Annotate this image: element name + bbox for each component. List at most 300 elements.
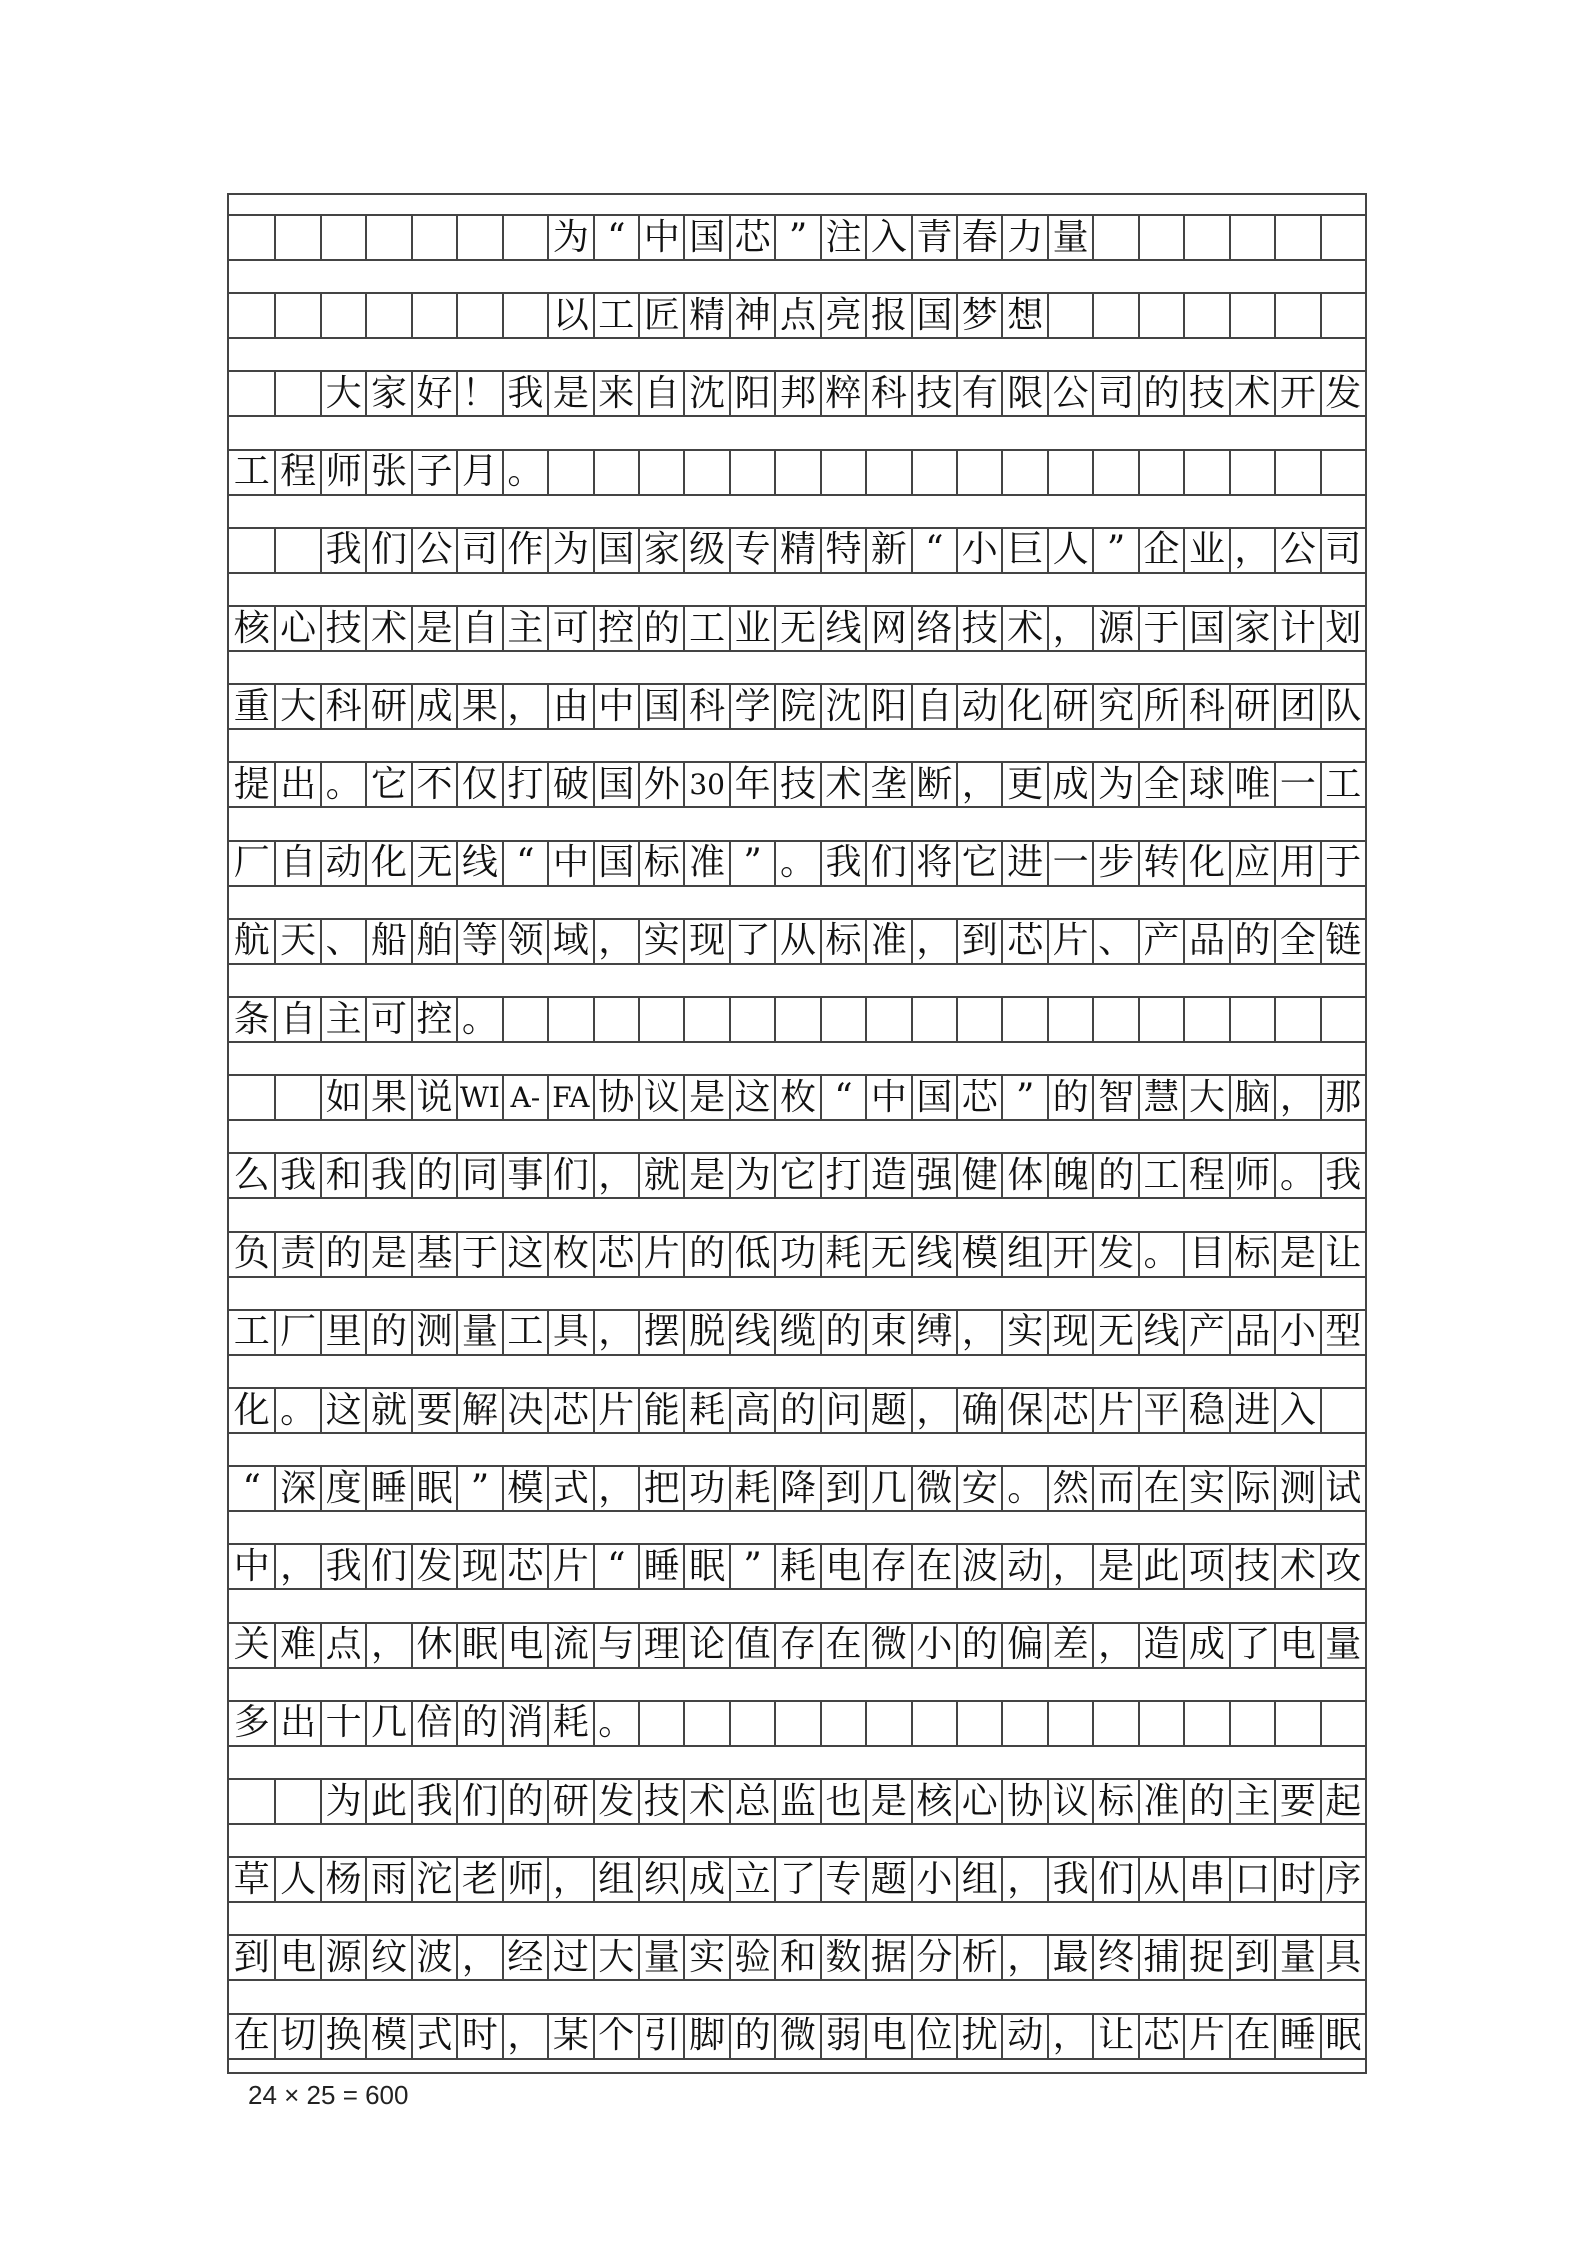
grid-cell: 是 <box>411 607 457 650</box>
grid-cell: 与 <box>593 1624 639 1667</box>
grid-cell: ” <box>729 842 775 885</box>
grid-cell: 到 <box>956 920 1002 963</box>
grid-cell: 发 <box>1320 372 1366 415</box>
grid-cell: 在 <box>233 2015 270 2057</box>
grid-cell: 们 <box>865 842 911 885</box>
grid-cell: 智 <box>1092 1076 1138 1119</box>
grid-cell: 睡 <box>638 1545 684 1588</box>
grid-cell: 注 <box>820 216 866 259</box>
grid-cell: 特 <box>820 529 866 572</box>
grid-cell: ， <box>365 1624 411 1667</box>
grid-cell: 时 <box>1274 1858 1320 1901</box>
grid-cell: 流 <box>547 1624 593 1667</box>
grid-cell: 过 <box>547 1936 593 1979</box>
grid-cell: 织 <box>638 1858 684 1901</box>
grid-cell: 眠 <box>456 1624 502 1667</box>
grid-cell: 为 <box>547 529 593 572</box>
grid-cell: 是 <box>1274 1233 1320 1276</box>
grid-cell <box>1320 216 1366 259</box>
grid-cell: 杨 <box>320 1858 366 1901</box>
grid-cell: 入 <box>865 216 911 259</box>
grid-cell: 。 <box>320 763 366 806</box>
grid-cell: 微 <box>774 2015 820 2058</box>
grid-cell <box>1274 1702 1320 1745</box>
grid-cell: 如 <box>320 1076 366 1119</box>
grid-cell: 船 <box>365 920 411 963</box>
grid-cell <box>593 998 639 1041</box>
grid-cell <box>229 1780 275 1823</box>
grid-cell: 消 <box>502 1702 548 1745</box>
grid-cell <box>1320 1702 1366 1745</box>
grid-cell: 缚 <box>911 1311 957 1354</box>
grid-cell: 技 <box>774 763 820 806</box>
grid-cell: 让 <box>1320 1233 1366 1276</box>
grid-cell <box>774 998 820 1041</box>
grid-cell: 睡 <box>365 1467 411 1510</box>
grid-cell: 舶 <box>411 920 457 963</box>
grid-cell: 微 <box>911 1467 957 1510</box>
grid-cell: 是 <box>865 1780 911 1823</box>
grid-row <box>229 214 1365 261</box>
grid-cell: FA <box>547 1076 593 1119</box>
grid-cell <box>502 216 548 259</box>
grid-cell: 工 <box>593 294 639 337</box>
grid-row <box>229 683 1365 730</box>
grid-cell: 心 <box>956 1780 1002 1823</box>
grid-cell: 标 <box>1229 1233 1275 1276</box>
grid-cell <box>411 294 457 337</box>
grid-cell: ， <box>1047 1545 1093 1588</box>
grid-cell: 于 <box>1320 842 1366 885</box>
grid-cell: 标 <box>638 842 684 885</box>
grid-cell: 家 <box>365 372 411 415</box>
grid-cell: 领 <box>502 920 548 963</box>
grid-cell: 式 <box>411 2015 457 2058</box>
grid-cell: 片 <box>1047 920 1093 963</box>
grid-cell: 大 <box>320 372 366 415</box>
grid-cell: 科 <box>320 685 366 728</box>
grid-cell: 工 <box>502 1311 548 1354</box>
grid-row <box>229 918 1365 965</box>
grid-cell: 出 <box>274 763 320 806</box>
grid-cell <box>274 529 320 572</box>
grid-cell: 外 <box>638 763 684 806</box>
grid-cell <box>1183 1702 1229 1745</box>
grid-cell: 差 <box>1047 1624 1093 1667</box>
grid-cell <box>683 451 729 494</box>
grid-cell: 几 <box>365 1702 411 1745</box>
grid-cell: ， <box>956 1311 1002 1354</box>
grid-cell: 片 <box>593 1389 639 1432</box>
grid-cell: 现 <box>1047 1311 1093 1354</box>
grid-cell: 等 <box>456 920 502 963</box>
grid-cell: 体 <box>1001 1154 1047 1197</box>
grid-cell: 无 <box>1092 1311 1138 1354</box>
grid-cell: 引 <box>638 2015 684 2058</box>
grid-cell: 年 <box>729 763 775 806</box>
grid-cell: 的 <box>456 1702 502 1745</box>
grid-cell: 化 <box>233 1389 270 1431</box>
grid-cell: 缆 <box>774 1311 820 1354</box>
grid-cell: 精 <box>683 294 729 337</box>
grid-cell: 小 <box>956 529 1002 572</box>
grid-cell: 老 <box>456 1858 502 1901</box>
grid-cell: 从 <box>1138 1858 1184 1901</box>
grid-cell: 限 <box>1001 372 1047 415</box>
grid-cell <box>456 294 502 337</box>
grid-cell: 工 <box>1138 1154 1184 1197</box>
grid-cell: 大 <box>1183 1076 1229 1119</box>
grid-cell <box>865 998 911 1041</box>
grid-cell: 月 <box>456 451 502 494</box>
grid-cell: 了 <box>774 1858 820 1901</box>
grid-cell <box>1138 1702 1184 1745</box>
grid-cell: 30 <box>683 763 729 806</box>
grid-cell: ， <box>593 1467 639 1510</box>
grid-cell <box>1183 451 1229 494</box>
grid-cell: 主 <box>320 998 366 1041</box>
grid-cell <box>1183 998 1229 1041</box>
grid-cell: 提 <box>233 763 270 805</box>
grid-cell: 师 <box>1229 1154 1275 1197</box>
grid-cell: 心 <box>274 607 320 650</box>
grid-cell: 的 <box>1092 1154 1138 1197</box>
grid-cell <box>911 998 957 1041</box>
grid-cell: 电 <box>502 1624 548 1667</box>
grid-row <box>229 761 1365 808</box>
grid-cell <box>1001 998 1047 1041</box>
grid-cell: 不 <box>411 763 457 806</box>
grid-cell: 模 <box>502 1467 548 1510</box>
grid-cell: 休 <box>411 1624 457 1667</box>
grid-cell <box>683 1702 729 1745</box>
grid-cell: 现 <box>456 1545 502 1588</box>
grid-cell: 量 <box>1320 1624 1366 1667</box>
grid-row <box>229 1543 1365 1590</box>
grid-cell: ， <box>593 1311 639 1354</box>
grid-cell: 摆 <box>638 1311 684 1354</box>
grid-cell <box>274 372 320 415</box>
grid-cell <box>638 451 684 494</box>
grid-cell: 技 <box>911 372 957 415</box>
grid-cell: 春 <box>956 216 1002 259</box>
grid-cell <box>1047 998 1093 1041</box>
grid-cell: 的 <box>365 1311 411 1354</box>
grid-cell: 我 <box>320 1545 366 1588</box>
grid-cell: 它 <box>774 1154 820 1197</box>
grid-cell: 眠 <box>683 1545 729 1588</box>
grid-cell: 沈 <box>683 372 729 415</box>
grid-cell: 线 <box>911 1233 957 1276</box>
grid-cell: 终 <box>1092 1936 1138 1979</box>
grid-cell: 链 <box>1320 920 1366 963</box>
grid-cell <box>1229 294 1275 337</box>
grid-cell: 来 <box>593 372 639 415</box>
grid-cell: 此 <box>1138 1545 1184 1588</box>
grid-cell: 家 <box>638 529 684 572</box>
grid-cell: 术 <box>1274 1545 1320 1588</box>
grid-cell <box>1274 451 1320 494</box>
grid-cell: 扰 <box>956 2015 1002 2058</box>
grid-cell: 耗 <box>729 1467 775 1510</box>
grid-cell: 作 <box>502 529 548 572</box>
grid-cell: ， <box>1047 607 1093 650</box>
grid-cell: 脱 <box>683 1311 729 1354</box>
grid-cell: 研 <box>1229 685 1275 728</box>
grid-cell: 线 <box>729 1311 775 1354</box>
grid-cell: ， <box>1229 529 1275 572</box>
grid-row <box>229 449 1365 496</box>
grid-cell <box>865 1702 911 1745</box>
grid-cell: 全 <box>1274 920 1320 963</box>
grid-cell: ， <box>1047 2015 1093 2058</box>
grid-cell: 源 <box>1092 607 1138 650</box>
grid-cell: 国 <box>911 1076 957 1119</box>
grid-cell: 据 <box>865 1936 911 1979</box>
grid-cell: 果 <box>365 1076 411 1119</box>
grid-cell: 从 <box>774 920 820 963</box>
grid-cell: 成 <box>1183 1624 1229 1667</box>
grid-cell: 张 <box>365 451 411 494</box>
grid-cell: 由 <box>547 685 593 728</box>
grid-cell: 实 <box>1001 1311 1047 1354</box>
grid-cell: 我 <box>1320 1154 1366 1197</box>
grid-cell: 在 <box>820 1624 866 1667</box>
grid-row <box>229 996 1365 1043</box>
grid-cell: 在 <box>1138 1467 1184 1510</box>
grid-cell: 为 <box>547 216 593 259</box>
grid-cell: 研 <box>365 685 411 728</box>
grid-cell: 厂 <box>233 842 270 884</box>
grid-cell: ， <box>911 1389 957 1432</box>
grid-cell: ” <box>456 1467 502 1510</box>
grid-cell: 工 <box>233 1311 270 1353</box>
grid-cell: 准 <box>1138 1780 1184 1823</box>
grid-cell: 。 <box>593 1702 639 1745</box>
grid-cell: 想 <box>1001 294 1047 337</box>
grid-cell: 理 <box>638 1624 684 1667</box>
grid-cell: 发 <box>1092 1233 1138 1276</box>
grid-cell: 步 <box>1092 842 1138 885</box>
grid-cell: 核 <box>911 1780 957 1823</box>
grid-cell: 研 <box>547 1780 593 1823</box>
grid-cell <box>1092 216 1138 259</box>
grid-cell: 电 <box>1274 1624 1320 1667</box>
grid-cell: 枚 <box>774 1076 820 1119</box>
grid-cell: 的 <box>774 1389 820 1432</box>
grid-cell: 中 <box>638 216 684 259</box>
grid-cell: 说 <box>411 1076 457 1119</box>
grid-cell: 家 <box>1229 607 1275 650</box>
grid-cell: 们 <box>365 529 411 572</box>
grid-cell: 弱 <box>820 2015 866 2058</box>
grid-row <box>229 292 1365 339</box>
grid-cell: 化 <box>365 842 411 885</box>
grid-cell: 捉 <box>1183 1936 1229 1979</box>
grid-cell: 企 <box>1138 529 1184 572</box>
grid-cell <box>229 294 275 337</box>
grid-cell: 造 <box>1138 1624 1184 1667</box>
grid-cell <box>547 998 593 1041</box>
grid-cell: 师 <box>502 1858 548 1901</box>
grid-cell: 多 <box>233 1702 270 1744</box>
grid-cell <box>774 1702 820 1745</box>
grid-row <box>229 1934 1365 1981</box>
grid-cell: 量 <box>1047 216 1093 259</box>
grid-cell: WI <box>456 1076 502 1119</box>
grid-cell: 这 <box>729 1076 775 1119</box>
grid-cell: 域 <box>547 920 593 963</box>
grid-cell <box>729 451 775 494</box>
grid-cell: 子 <box>411 451 457 494</box>
grid-cell: 青 <box>911 216 957 259</box>
grid-cell: 目 <box>1183 1233 1229 1276</box>
grid-cell: 议 <box>1047 1780 1093 1823</box>
grid-row <box>229 1465 1365 1512</box>
grid-cell: 析 <box>956 1936 1002 1979</box>
grid-cell <box>956 998 1002 1041</box>
grid-cell: 破 <box>547 763 593 806</box>
grid-cell: “ <box>820 1076 866 1119</box>
grid-cell: 芯 <box>956 1076 1002 1119</box>
grid-cell: 式 <box>547 1467 593 1510</box>
grid-cell: 量 <box>456 1311 502 1354</box>
grid-cell <box>1183 216 1229 259</box>
grid-cell: 存 <box>865 1545 911 1588</box>
grid-cell: 值 <box>729 1624 775 1667</box>
grid-cell <box>1229 451 1275 494</box>
grid-cell: 的 <box>729 2015 775 2058</box>
grid-cell: 源 <box>320 1936 366 1979</box>
grid-cell: 平 <box>1138 1389 1184 1432</box>
grid-cell: 小 <box>911 1624 957 1667</box>
grid-cell: 里 <box>320 1311 366 1354</box>
grid-cell <box>365 216 411 259</box>
grid-cell: 耗 <box>683 1389 729 1432</box>
grid-cell: 线 <box>1138 1311 1184 1354</box>
grid-cell: 。 <box>774 842 820 885</box>
grid-cell: 师 <box>320 451 366 494</box>
grid-cell <box>1320 998 1366 1041</box>
grid-cell: 果 <box>456 685 502 728</box>
grid-cell: 术 <box>820 763 866 806</box>
grid-row <box>229 1387 1365 1434</box>
grid-cell: 睡 <box>1274 2015 1320 2058</box>
grid-cell: 分 <box>911 1936 957 1979</box>
grid-cell: 芯 <box>729 216 775 259</box>
grid-cell: 的 <box>502 1780 548 1823</box>
grid-cell: 枚 <box>547 1233 593 1276</box>
grid-cell: 所 <box>1138 685 1184 728</box>
grid-cell: 我 <box>1047 1858 1093 1901</box>
grid-cell: 项 <box>1183 1545 1229 1588</box>
grid-cell: 司 <box>1320 529 1366 572</box>
grid-row <box>229 1700 1365 1747</box>
grid-cell: 稳 <box>1183 1389 1229 1432</box>
grid-cell: 为 <box>729 1154 775 1197</box>
grid-cell <box>1138 294 1184 337</box>
grid-cell <box>1047 294 1093 337</box>
grid-cell: 口 <box>1229 1858 1275 1901</box>
grid-cell: 无 <box>774 607 820 650</box>
grid-cell: 到 <box>1229 1936 1275 1979</box>
grid-cell: 公 <box>1047 372 1093 415</box>
grid-cell: ， <box>547 1858 593 1901</box>
grid-cell: ” <box>1092 529 1138 572</box>
grid-cell: 能 <box>638 1389 684 1432</box>
grid-cell <box>1092 451 1138 494</box>
grid-cell: 品 <box>1229 1311 1275 1354</box>
grid-cell: 开 <box>1047 1233 1093 1276</box>
grid-cell: 最 <box>1047 1936 1093 1979</box>
grid-cell: 。 <box>1274 1154 1320 1197</box>
grid-cell: 深 <box>274 1467 320 1510</box>
grid-cell: 国 <box>593 529 639 572</box>
grid-cell: 动 <box>956 685 1002 728</box>
grid-cell: 一 <box>1274 763 1320 806</box>
grid-cell: 实 <box>683 1936 729 1979</box>
grid-row <box>229 1231 1365 1278</box>
grid-cell <box>456 216 502 259</box>
grid-cell: 程 <box>274 451 320 494</box>
grid-cell: 是 <box>683 1154 729 1197</box>
grid-cell <box>1274 216 1320 259</box>
grid-cell: 于 <box>1138 607 1184 650</box>
grid-cell: 数 <box>820 1936 866 1979</box>
grid-cell <box>820 1702 866 1745</box>
grid-cell <box>1320 1389 1366 1432</box>
grid-cell: 研 <box>1047 685 1093 728</box>
grid-cell: 度 <box>320 1467 366 1510</box>
grid-cell: 的 <box>1183 1780 1229 1823</box>
grid-cell: 决 <box>502 1389 548 1432</box>
grid-cell: 了 <box>729 920 775 963</box>
grid-cell <box>1092 294 1138 337</box>
grid-cell: 司 <box>1092 372 1138 415</box>
grid-cell: 际 <box>1229 1467 1275 1510</box>
grid-cell: 重 <box>233 685 270 727</box>
grid-cell: 们 <box>365 1545 411 1588</box>
grid-row <box>229 1309 1365 1356</box>
grid-cell: 成 <box>411 685 457 728</box>
grid-cell: 技 <box>320 607 366 650</box>
grid-cell: 邦 <box>774 372 820 415</box>
grid-cell: 题 <box>865 1389 911 1432</box>
grid-cell: 倍 <box>411 1702 457 1745</box>
grid-cell: 基 <box>411 1233 457 1276</box>
grid-cell: 束 <box>865 1311 911 1354</box>
grid-cell <box>593 451 639 494</box>
grid-cell: ， <box>911 920 957 963</box>
grid-cell: 协 <box>1001 1780 1047 1823</box>
grid-cell: 题 <box>865 1858 911 1901</box>
grid-cell: 芯 <box>593 1233 639 1276</box>
grid-cell: ， <box>1001 1936 1047 1979</box>
grid-cell: 试 <box>1320 1467 1366 1510</box>
grid-cell: 电 <box>820 1545 866 1588</box>
grid-cell: 时 <box>456 2015 502 2058</box>
grid-cell: 存 <box>774 1624 820 1667</box>
grid-cell: 动 <box>1001 2015 1047 2058</box>
grid-cell: 精 <box>774 529 820 572</box>
grid-cell <box>820 998 866 1041</box>
grid-cell: 片 <box>547 1545 593 1588</box>
grid-cell: 就 <box>365 1389 411 1432</box>
grid-cell: 主 <box>502 607 548 650</box>
grid-cell: 国 <box>1183 607 1229 650</box>
grid-cell <box>229 1076 275 1119</box>
grid-cell: 院 <box>774 685 820 728</box>
